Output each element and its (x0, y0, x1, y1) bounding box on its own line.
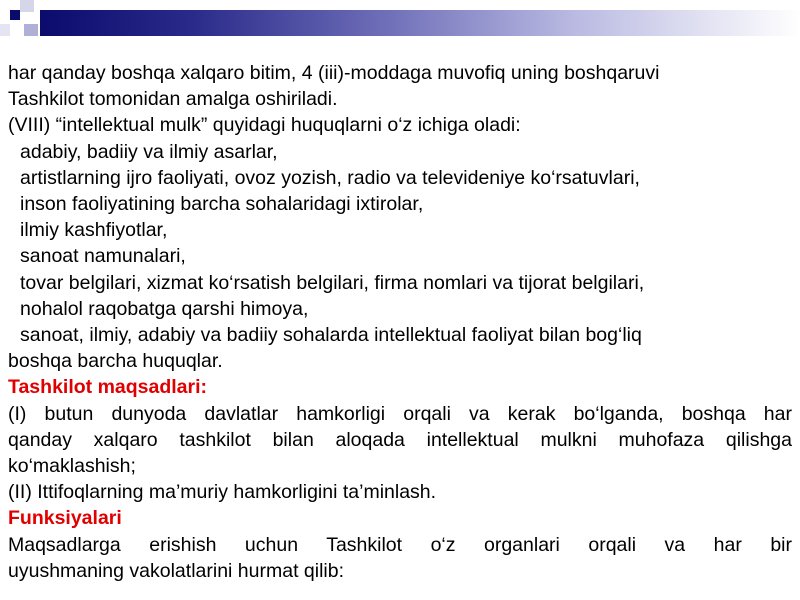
decor-square-dark (10, 10, 20, 20)
decor-square-light (20, 0, 34, 12)
list-item: adabiy, badiiy va ilmiy asarlar, (20, 140, 278, 163)
list-item: nohalol raqobatga qarshi himoya, (20, 297, 309, 320)
text-line: har qanday boshqa xalqaro bitim, 4 (iii)-moddaga muvofiq uning boshqaruvi (8, 62, 660, 84)
list-item: tovar belgilari, xizmat ko‘rsatish belgilari, firma nomlari va tijorat belgilari, (20, 271, 645, 294)
section-heading-goals: Tashkilot maqsadlari: (8, 376, 208, 399)
list-item: artistlarning ijro faoliyati, ovoz yozish, radio va televideniye ko‘rsatuvlari, (20, 166, 640, 189)
list-item: sanoat, ilmiy, adabiy va badiiy sohalarda intellektual faoliyat bilan bog‘liq (20, 324, 642, 347)
text-line: Tashkilot tomonidan amalga oshiriladi. (8, 88, 338, 111)
text-line: (VIII) “intellektual mulk” quyidagi huquqlarni o‘z ichiga oladi: (8, 114, 521, 137)
list-item: sanoat namunalari, (20, 245, 186, 268)
paragraph-line: Maqsadlarga erishish uchun Tashkilot o‘z organlari orqali va har bir (8, 533, 792, 556)
paragraph-line: uyushmaning vakolatlarini hurmat qilib: (8, 559, 345, 582)
paragraph-line: qanday xalqaro tashkilot bilan aloqada intellektual mulkni muhofaza qilishga (8, 428, 792, 451)
paragraph-line: (II) Ittifoqlarning ma’muriy hamkorligini ta’minlash. (8, 481, 437, 504)
section-heading-functions: Funksiyalari (8, 507, 122, 530)
list-tail: boshqa barcha huquqlar. (8, 350, 223, 373)
header-gradient-bar (40, 10, 800, 36)
list-item: ilmiy kashfiyotlar, (20, 219, 168, 242)
decor-square-mid (24, 24, 38, 36)
paragraph-line: ko‘maklashish; (8, 455, 136, 478)
decor-square-pale (0, 24, 10, 36)
list-item: inson faoliyatining barcha sohalaridagi ixtirolar, (20, 193, 424, 216)
slide-body (8, 60, 792, 584)
paragraph-line: (I) butun dunyoda davlatlar hamkorligi orqali va kerak bo‘lganda, boshqa har (8, 402, 792, 425)
